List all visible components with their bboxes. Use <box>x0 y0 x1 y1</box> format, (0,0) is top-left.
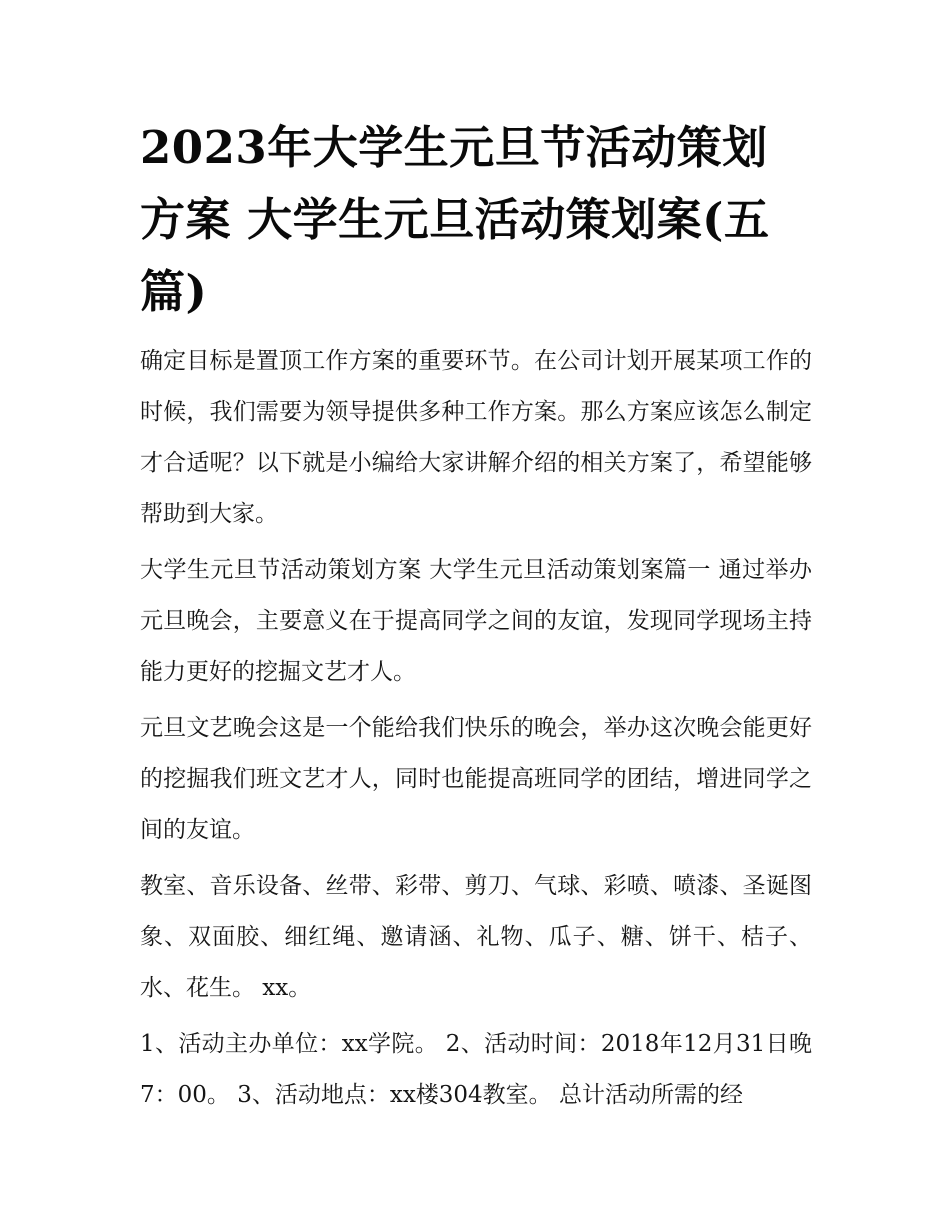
document-title: 2023年大学生元旦节活动策划方案 大学生元旦活动策划案(五篇) <box>140 121 770 318</box>
document-page <box>140 112 812 1126</box>
paragraph-purpose: 大学生元旦节活动策划方案 大学生元旦活动策划案篇一 通过举办元旦晚会，主要意义在于提高同学之间的友谊，发现同学现场主持能力更好的挖掘文艺才人。 <box>140 557 812 685</box>
paragraph-details: 1、活动主办单位：xx学院。 2、活动时间：2018年12月31日晚7：00。 3、活动地点：xx楼304教室。 总计活动所需的经 <box>140 1031 812 1108</box>
paragraph-intro: 确定目标是置顶工作方案的重要环节。在公司计划开展某项工作的时候，我们需要为领导提供多种工作方案。那么方案应该怎么制定才合适呢？以下就是小编给大家讲解介绍的相关方案了，希望能够帮助到大家。 <box>140 348 812 527</box>
paragraph-materials: 教室、音乐设备、丝带、彩带、剪刀、气球、彩喷、喷漆、圣诞图象、双面胶、细红绳、邀请涵、礼物、瓜子、糖、饼干、桔子、水、花生。 xx。 <box>140 873 812 1001</box>
paragraph-theme: 元旦文艺晚会这是一个能给我们快乐的晚会，举办这次晚会能更好的挖掘我们班文艺才人，同时也能提高班同学的团结，增进同学之间的友谊。 <box>140 715 812 843</box>
